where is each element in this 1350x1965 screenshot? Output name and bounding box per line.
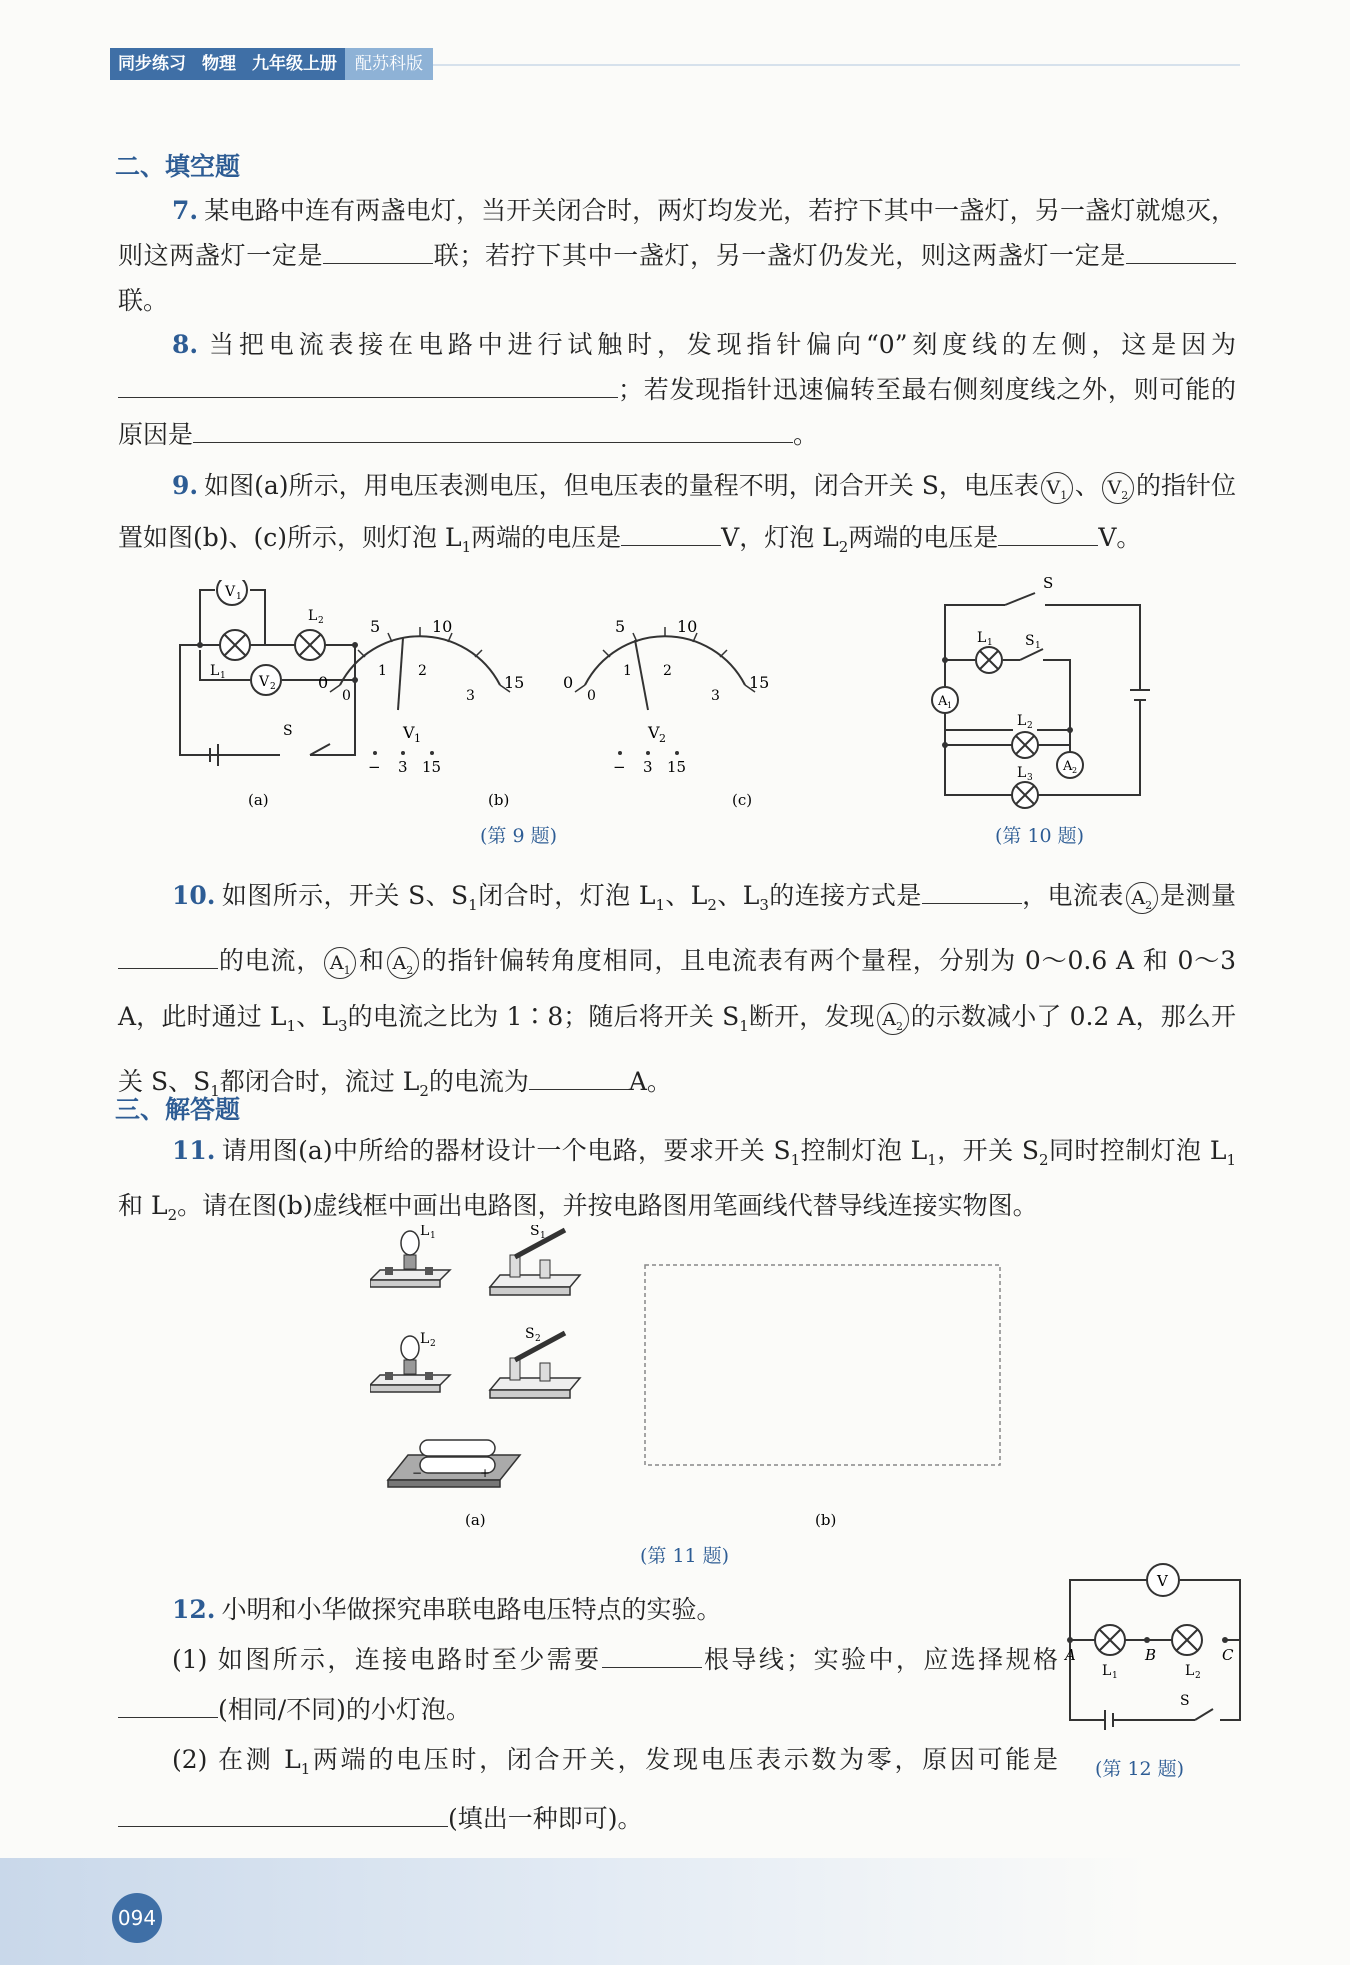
svg-text:A: A	[1063, 759, 1073, 774]
svg-text:1: 1	[220, 671, 226, 681]
svg-text:−: −	[368, 758, 381, 776]
header-grade: 九年级上册	[244, 48, 345, 80]
fig11-switch-s2	[490, 1326, 580, 1398]
q10-number: 10.	[172, 881, 216, 910]
svg-text:2: 2	[1072, 766, 1078, 775]
q9-text-e: V，灯泡 L	[721, 523, 839, 552]
fig10-s-label: S	[1043, 574, 1054, 592]
voltmeter-v2-symbol: $V_2$	[1102, 472, 1134, 504]
fig9-label-a: (a)	[248, 791, 269, 809]
svg-text:2: 2	[1027, 721, 1033, 731]
svg-text:2: 2	[663, 663, 672, 679]
svg-text:2: 2	[318, 616, 324, 626]
page-header	[110, 48, 433, 80]
q7-blank-1[interactable]	[323, 233, 433, 264]
fig12-l2	[1172, 1625, 1202, 1681]
q12-blank-2[interactable]	[118, 1687, 218, 1718]
svg-text:S: S	[530, 1225, 540, 1239]
svg-text:2: 2	[418, 663, 427, 679]
fig10-l2	[1012, 713, 1038, 758]
point-c: C	[1222, 1646, 1234, 1664]
svg-text:−: −	[412, 1466, 423, 1480]
q8-blank-2[interactable]	[193, 412, 793, 443]
q7-number: 7.	[172, 196, 199, 225]
svg-text:V: V	[225, 584, 236, 600]
fig12-switch-label: S	[1180, 1693, 1190, 1709]
q9-text-g: V。	[1098, 523, 1142, 552]
svg-text:0: 0	[342, 688, 351, 704]
svg-text:V: V	[259, 674, 270, 690]
svg-text:15: 15	[667, 758, 687, 776]
switch-s-label: S	[283, 723, 293, 739]
svg-text:1: 1	[236, 592, 242, 602]
question-7	[118, 188, 1236, 323]
svg-text:2: 2	[535, 1334, 541, 1344]
section-answer: 三、解答题	[115, 1095, 241, 1124]
svg-text:L: L	[308, 608, 318, 624]
ammeter-a1-symbol: $A_1$	[324, 947, 356, 979]
q7-text-a: 某电路中连有两盏电灯，当开关闭合时，两灯均发光，若拧下其中一盏灯，另一盏灯就熄灭，则这两盏灯一定是	[118, 196, 1236, 270]
fig10-l3	[1012, 765, 1038, 808]
svg-text:V: V	[1157, 1572, 1168, 1590]
svg-text:2: 2	[430, 1339, 436, 1349]
l2-lamp-symbol	[295, 608, 325, 660]
header-subject: 物理	[194, 48, 244, 80]
svg-text:1: 1	[1035, 641, 1041, 651]
fig10-s1-label: S	[1025, 633, 1035, 649]
question-9: 9. 如图(a)所示，用电压表测电压，但电压表的量程不明，闭合开关 S，电压表 $V_1$ 、 $V_2$ 的指针位置如图(b)、(c)所示，则灯泡 $L_1$两端的电压是 V，灯泡 $L_2$两端的电压是 V。	[118, 471, 1236, 556]
q8-text-c: 。	[793, 420, 819, 449]
fig11-lamp-l1	[370, 1225, 450, 1287]
q10-blank-3[interactable]	[529, 1059, 629, 1090]
svg-text:1: 1	[1112, 1671, 1118, 1681]
fig11-battery	[388, 1440, 520, 1487]
svg-text:15: 15	[422, 758, 442, 776]
svg-text:15: 15	[504, 673, 525, 692]
q9-blank-1[interactable]	[621, 515, 721, 546]
fig12-voltmeter	[1147, 1564, 1179, 1596]
svg-text:L: L	[1185, 1663, 1195, 1679]
svg-text:1: 1	[414, 732, 421, 745]
fig12-l1	[1095, 1625, 1125, 1681]
figure-12	[1055, 1555, 1255, 1790]
svg-text:1: 1	[947, 701, 953, 710]
fig11-label-b: (b)	[815, 1511, 837, 1529]
footer-band	[0, 1858, 1350, 1965]
svg-text:5: 5	[615, 617, 626, 636]
q9-text-b: 、	[1074, 471, 1100, 500]
ammeter-a2-symbol: $A_2$	[1126, 882, 1158, 914]
q12-blank-3[interactable]	[118, 1796, 448, 1827]
q7-blank-2[interactable]	[1126, 233, 1236, 264]
svg-text:V: V	[648, 723, 660, 742]
l1-lamp-symbol	[210, 630, 250, 681]
svg-text:3: 3	[398, 758, 408, 776]
fig10-caption: (第 10 题)	[995, 825, 1085, 847]
q9-blank-2[interactable]	[998, 515, 1098, 546]
q12-blank-1[interactable]	[602, 1637, 702, 1668]
fig11-caption: (第 11 题)	[640, 1545, 730, 1565]
voltmeter-v1-symbol: $V_1$	[1041, 472, 1073, 504]
svg-text:0: 0	[587, 688, 596, 704]
q8-text-a: 当把电流表接在电路中进行试触时，发现指针偏向“0”刻度线的左侧，这是因为	[204, 330, 1236, 359]
svg-text:L: L	[1017, 765, 1027, 781]
meter-b	[318, 617, 524, 776]
drawing-area-box[interactable]	[645, 1265, 1000, 1465]
q10-blank-1[interactable]	[922, 873, 1022, 904]
svg-text:2: 2	[1195, 1671, 1201, 1681]
svg-text:2: 2	[270, 682, 276, 692]
svg-text:L: L	[210, 663, 220, 679]
svg-text:−: −	[613, 758, 626, 776]
svg-text:1: 1	[430, 1231, 436, 1241]
svg-text:3: 3	[643, 758, 653, 776]
fig11-lamp-l2	[370, 1331, 450, 1392]
svg-text:1: 1	[540, 1231, 546, 1241]
svg-text:1: 1	[378, 663, 387, 679]
fig10-l1	[976, 630, 1002, 673]
question-10: 10. 如图所示，开关 S、$S_1$闭合时，灯泡 $L_1$、$L_2$、$L_3$的连接方式是 ，电流表 $A_2$ 是测量的电流， $A_1$ 和 $A_2$ 的指针偏转角度相同，且电流表有两个量程，分别为 0～0.6 A 和 0～3 A，此时通过 $L_1$、$L_3$的电流之比为 1∶8；随后将开关 $S_1$断开，发现 $A_2$ 的示数减小了 0.2 A，那么开关 S、$S_1$都闭合时，流过 $L_2$的电流为 A。	[118, 868, 1236, 1119]
svg-text:0: 0	[563, 673, 574, 692]
svg-text:3: 3	[711, 688, 720, 704]
fig9-label-b: (b)	[488, 791, 510, 809]
q12-number: 12.	[172, 1595, 216, 1624]
v1-meter-symbol	[217, 580, 247, 605]
q9-text-a: 如图(a)所示，用电压表测电压，但电压表的量程不明，闭合开关 S，电压表	[204, 471, 1039, 500]
svg-text:10: 10	[677, 617, 698, 636]
q8-text-b: ；若发现指针迅速偏转至最右侧刻度线之外，则可能的原因是	[118, 375, 1236, 449]
q10-blank-2[interactable]	[118, 938, 218, 969]
q9-number: 9.	[172, 471, 199, 500]
svg-text:L: L	[1017, 713, 1027, 729]
v2-meter-symbol	[251, 665, 281, 695]
svg-text:0: 0	[318, 673, 329, 692]
figure-9	[170, 580, 870, 850]
meter-c	[563, 617, 769, 776]
svg-text:10: 10	[432, 617, 453, 636]
figure-10	[925, 565, 1165, 855]
ammeter-a2-symbol-b: $A_2$	[387, 947, 419, 979]
svg-text:3: 3	[1027, 773, 1033, 783]
point-b: B	[1145, 1646, 1157, 1664]
svg-text:+: +	[480, 1466, 491, 1480]
fig11-switch-s1	[490, 1225, 580, 1295]
svg-text:3: 3	[466, 688, 475, 704]
fig9-label-c: (c)	[732, 791, 753, 809]
question-11: 11. 请用图(a)中所给的器材设计一个电路，要求开关 $S_1$控制灯泡 $L_1$，开关 $S_2$同时控制灯泡 $L_1$和 $L_2$。请在图(b)虚线框中画出电路图，并按电路图用笔画线代替导线连接实物图。	[118, 1136, 1236, 1224]
section-fill-in: 二、填空题	[115, 152, 241, 181]
q8-blank-1[interactable]	[118, 367, 618, 398]
q9-text-f: 两端的电压是	[848, 523, 999, 552]
svg-text:2: 2	[659, 732, 666, 745]
figure-11	[370, 1225, 1020, 1565]
ammeter-a2-symbol-c: $A_2$	[877, 1003, 909, 1035]
fig12-caption: (第 12 题)	[1095, 1758, 1185, 1780]
svg-text:5: 5	[370, 617, 381, 636]
page-number: 094	[112, 1893, 162, 1943]
question-12: 12. 小明和小华做探究串联电路电压特点的实验。 (1) 如图所示，连接电路时至少需要 根导线；实验中，应选择规格(相同/不同)的小灯泡。 (2) 在测 $L_1$两端的电压时，闭合开关，发现电压表示数为零，原因可能是(填出一种即可)。	[118, 1585, 1058, 1844]
svg-text:1: 1	[623, 663, 632, 679]
question-8	[118, 322, 1236, 457]
q8-number: 8.	[172, 330, 199, 359]
svg-text:A: A	[938, 694, 948, 709]
svg-text:S: S	[525, 1326, 535, 1342]
q7-text-c: 联。	[118, 286, 169, 315]
q9-text-c: 的指针位置如图(b)、(c)所示，则灯泡 L	[118, 471, 1236, 552]
fig10-a1	[932, 687, 958, 713]
fig9-caption: (第 9 题)	[480, 825, 557, 847]
svg-text:V: V	[403, 723, 415, 742]
q7-text-b: 联；若拧下其中一盏灯，另一盏灯仍发光，则这两盏灯一定是	[433, 241, 1126, 270]
svg-text:L: L	[420, 1225, 430, 1239]
header-edition: 配苏科版	[345, 48, 433, 80]
svg-text:15: 15	[749, 673, 770, 692]
point-a: A	[1065, 1646, 1076, 1664]
svg-text:L: L	[977, 630, 987, 646]
fig10-a2	[1057, 752, 1083, 778]
svg-text:1: 1	[987, 638, 993, 648]
svg-text:L: L	[420, 1331, 430, 1347]
header-series: 同步练习	[110, 48, 194, 80]
fig11-label-a: (a)	[465, 1511, 486, 1529]
q11-number: 11.	[172, 1136, 216, 1165]
q9-text-d: 两端的电压是	[471, 523, 622, 552]
svg-text:L: L	[1102, 1663, 1112, 1679]
